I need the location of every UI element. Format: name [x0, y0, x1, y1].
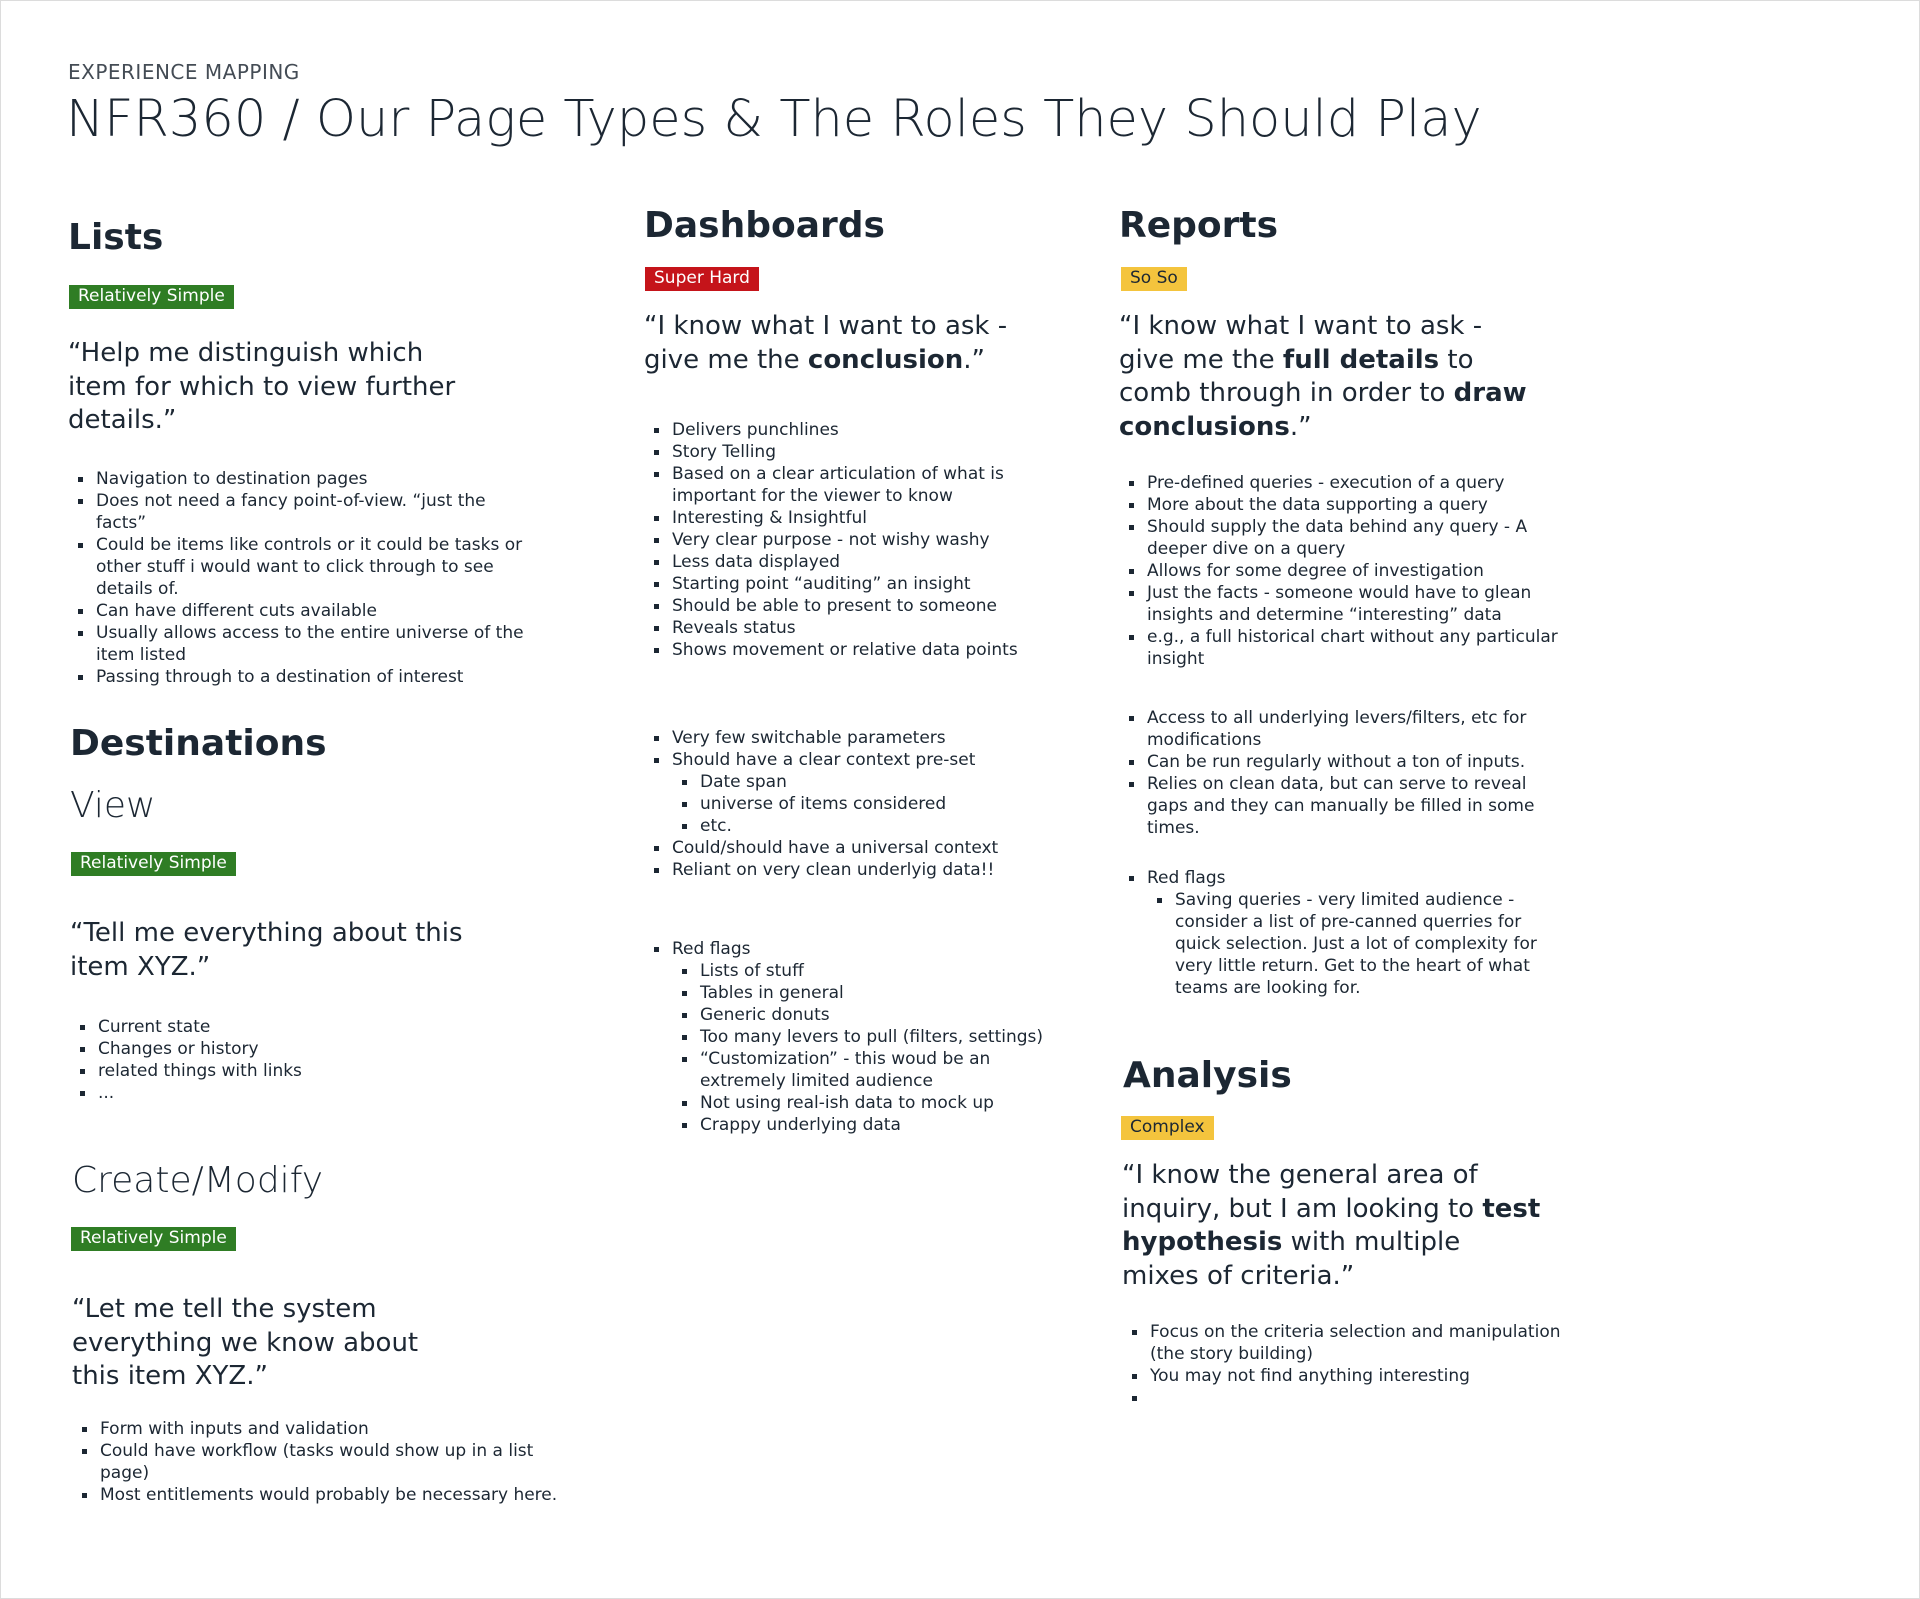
sub-list — [1147, 889, 1559, 999]
list-item: Pre-defined queries - execution of a query — [1119, 472, 1559, 494]
list-item: Form with inputs and validation — [72, 1418, 572, 1440]
reports-levers-bullets — [1119, 707, 1559, 839]
analysis-heading: Analysis — [1123, 1055, 1292, 1096]
list-item: Very few switchable parameters — [644, 727, 1064, 749]
view-quote: “Tell me everything about this item XYZ.” — [70, 918, 463, 982]
reports-badge-wrap — [1121, 267, 1187, 291]
dashboards-red-flags — [644, 938, 1064, 1136]
quote-emphasis: test hypothesis — [1122, 1193, 1541, 1257]
sub-list-item: Date span — [672, 771, 1064, 793]
list-item — [644, 938, 1064, 1136]
list-item: Does not need a fancy point-of-view. “just the facts” — [68, 490, 533, 534]
dashboards-quote — [644, 310, 1044, 377]
analysis-badge-wrap — [1121, 1116, 1214, 1140]
list-item: Can have different cuts available — [68, 600, 533, 622]
list-item: Passing through to a destination of interest — [68, 666, 533, 688]
list-item: Based on a clear articulation of what is important for the viewer to know — [644, 463, 1064, 507]
create-complexity-badge: Relatively Simple — [71, 1227, 236, 1251]
list-item: Allows for some degree of investigation — [1119, 560, 1559, 582]
page-kicker: EXPERIENCE MAPPING — [68, 60, 300, 84]
sub-list-item: Generic donuts — [672, 1004, 1064, 1026]
list-item: Very clear purpose - not wishy washy — [644, 529, 1064, 551]
list-item: Focus on the criteria selection and manipulation (the story building) — [1122, 1321, 1572, 1365]
lists-bullets — [68, 468, 533, 688]
list-item: Usually allows access to the entire universe of the item listed — [68, 622, 533, 666]
sub-list — [672, 960, 1064, 1136]
list-item: Delivers punchlines — [644, 419, 1064, 441]
sub-list-item: universe of items considered — [672, 793, 1064, 815]
dashboards-badge-wrap — [645, 267, 759, 291]
list-item: Should supply the data behind any query - A deeper dive on a query — [1119, 516, 1559, 560]
list-item: Should be able to present to someone — [644, 595, 1064, 617]
list-item: Could have workflow (tasks would show up in a list page) — [72, 1440, 572, 1484]
list-item: Reliant on very clean underlyig data!! — [644, 859, 1064, 881]
list-item: You may not find anything interesting — [1122, 1365, 1572, 1387]
lists-complexity-badge: Relatively Simple — [69, 285, 234, 309]
dashboards-complexity-badge: Super Hard — [645, 267, 759, 291]
reports-bullets — [1119, 472, 1559, 670]
quote-text: “I know what I want to ask - give me the — [644, 311, 1008, 375]
list-item: Could be items like controls or it could be tasks or other stuff i would want to click through to see details of. — [68, 534, 533, 600]
list-item: Interesting & Insightful — [644, 507, 1064, 529]
reports-complexity-badge: So So — [1121, 267, 1187, 291]
list-item: Shows movement or relative data points — [644, 639, 1064, 661]
list-item: related things with links — [70, 1060, 530, 1082]
list-item-text: Should have a clear context pre-set — [672, 750, 976, 770]
list-item: Can be run regularly without a ton of inputs. — [1119, 751, 1559, 773]
create-quote: “Let me tell the system everything we know about this item XYZ.” — [72, 1294, 419, 1391]
quote-emphasis: draw conclusions — [1119, 378, 1527, 442]
dashboards-parameters-bullets — [644, 727, 1064, 881]
quote-text: to comb through in order to — [1119, 344, 1474, 408]
list-item: Just the facts - someone would have to glean insights and determine “interesting” data — [1119, 582, 1559, 626]
sub-list-item: etc. — [672, 815, 1064, 837]
quote-text: “I know the general area of inquiry, but I am looking to — [1122, 1160, 1483, 1224]
create-modify-heading: Create/Modify — [72, 1160, 324, 1201]
list-item: Most entitlements would probably be necessary here. — [72, 1484, 572, 1506]
sub-list-item: Crappy underlying data — [672, 1114, 1064, 1136]
quote-emphasis: full details — [1282, 344, 1440, 375]
analysis-complexity-badge: Complex — [1121, 1116, 1214, 1140]
view-complexity-badge: Relatively Simple — [71, 852, 236, 876]
list-item: Reveals status — [644, 617, 1064, 639]
dashboards-bullets — [644, 419, 1064, 661]
sub-list — [672, 771, 1064, 837]
create-badge-wrap — [71, 1227, 236, 1251]
list-item: More about the data supporting a query — [1119, 494, 1559, 516]
quote-text: .” — [963, 344, 986, 375]
page-title: NFR360 / Our Page Types & The Roles They Should Play — [66, 90, 1482, 149]
list-item: ... — [70, 1082, 530, 1104]
sub-list-item: Not using real-ish data to mock up — [672, 1092, 1064, 1114]
red-flags-label: Red flags — [672, 939, 751, 959]
lists-heading: Lists — [68, 217, 164, 258]
view-bullets — [70, 1016, 530, 1104]
list-item: Current state — [70, 1016, 530, 1038]
list-item: Navigation to destination pages — [68, 468, 533, 490]
sub-list-item: Saving queries - very limited audience - consider a list of pre-canned querries for quick selection. Just a lot of complexity for very little return. Get to the heart of what teams are looking for. — [1147, 889, 1559, 999]
sub-list-item: Lists of stuff — [672, 960, 1064, 982]
list-item: Starting point “auditing” an insight — [644, 573, 1064, 595]
create-bullets — [72, 1418, 572, 1506]
dashboards-heading: Dashboards — [644, 205, 885, 246]
analysis-bullets — [1122, 1321, 1572, 1409]
lists-badge-wrap — [69, 285, 234, 309]
list-item — [1119, 867, 1559, 999]
list-item: e.g., a full historical chart without any particular insight — [1119, 626, 1559, 670]
quote-text: .” — [1289, 411, 1312, 442]
lists-quote: “Help me distinguish which item for which to view further details.” — [68, 338, 456, 435]
list-item: Story Telling — [644, 441, 1064, 463]
view-badge-wrap — [71, 852, 236, 876]
list-item: Could/should have a universal context — [644, 837, 1064, 859]
analysis-quote — [1122, 1159, 1542, 1293]
quote-text: with multiple mixes of criteria.” — [1122, 1227, 1461, 1291]
reports-quote — [1119, 310, 1529, 444]
reports-red-flags — [1119, 867, 1559, 999]
list-item: Relies on clean data, but can serve to reveal gaps and they can manually be filled in some times. — [1119, 773, 1559, 839]
list-item: Less data displayed — [644, 551, 1064, 573]
list-item — [1122, 1387, 1572, 1409]
list-item: Access to all underlying levers/filters, etc for modifications — [1119, 707, 1559, 751]
quote-emphasis: conclusion — [807, 344, 964, 375]
sub-list-item: Too many levers to pull (filters, settings) — [672, 1026, 1064, 1048]
destinations-heading: Destinations — [70, 723, 327, 764]
list-item: Changes or history — [70, 1038, 530, 1060]
reports-heading: Reports — [1119, 205, 1279, 246]
quote-text: “I know what I want to ask - give me the — [1119, 311, 1483, 375]
sub-list-item: Tables in general — [672, 982, 1064, 1004]
sub-list-item: “Customization” - this woud be an extremely limited audience — [672, 1048, 1064, 1092]
list-item — [644, 749, 1064, 837]
view-heading: View — [70, 785, 156, 826]
red-flags-label: Red flags — [1147, 868, 1226, 888]
